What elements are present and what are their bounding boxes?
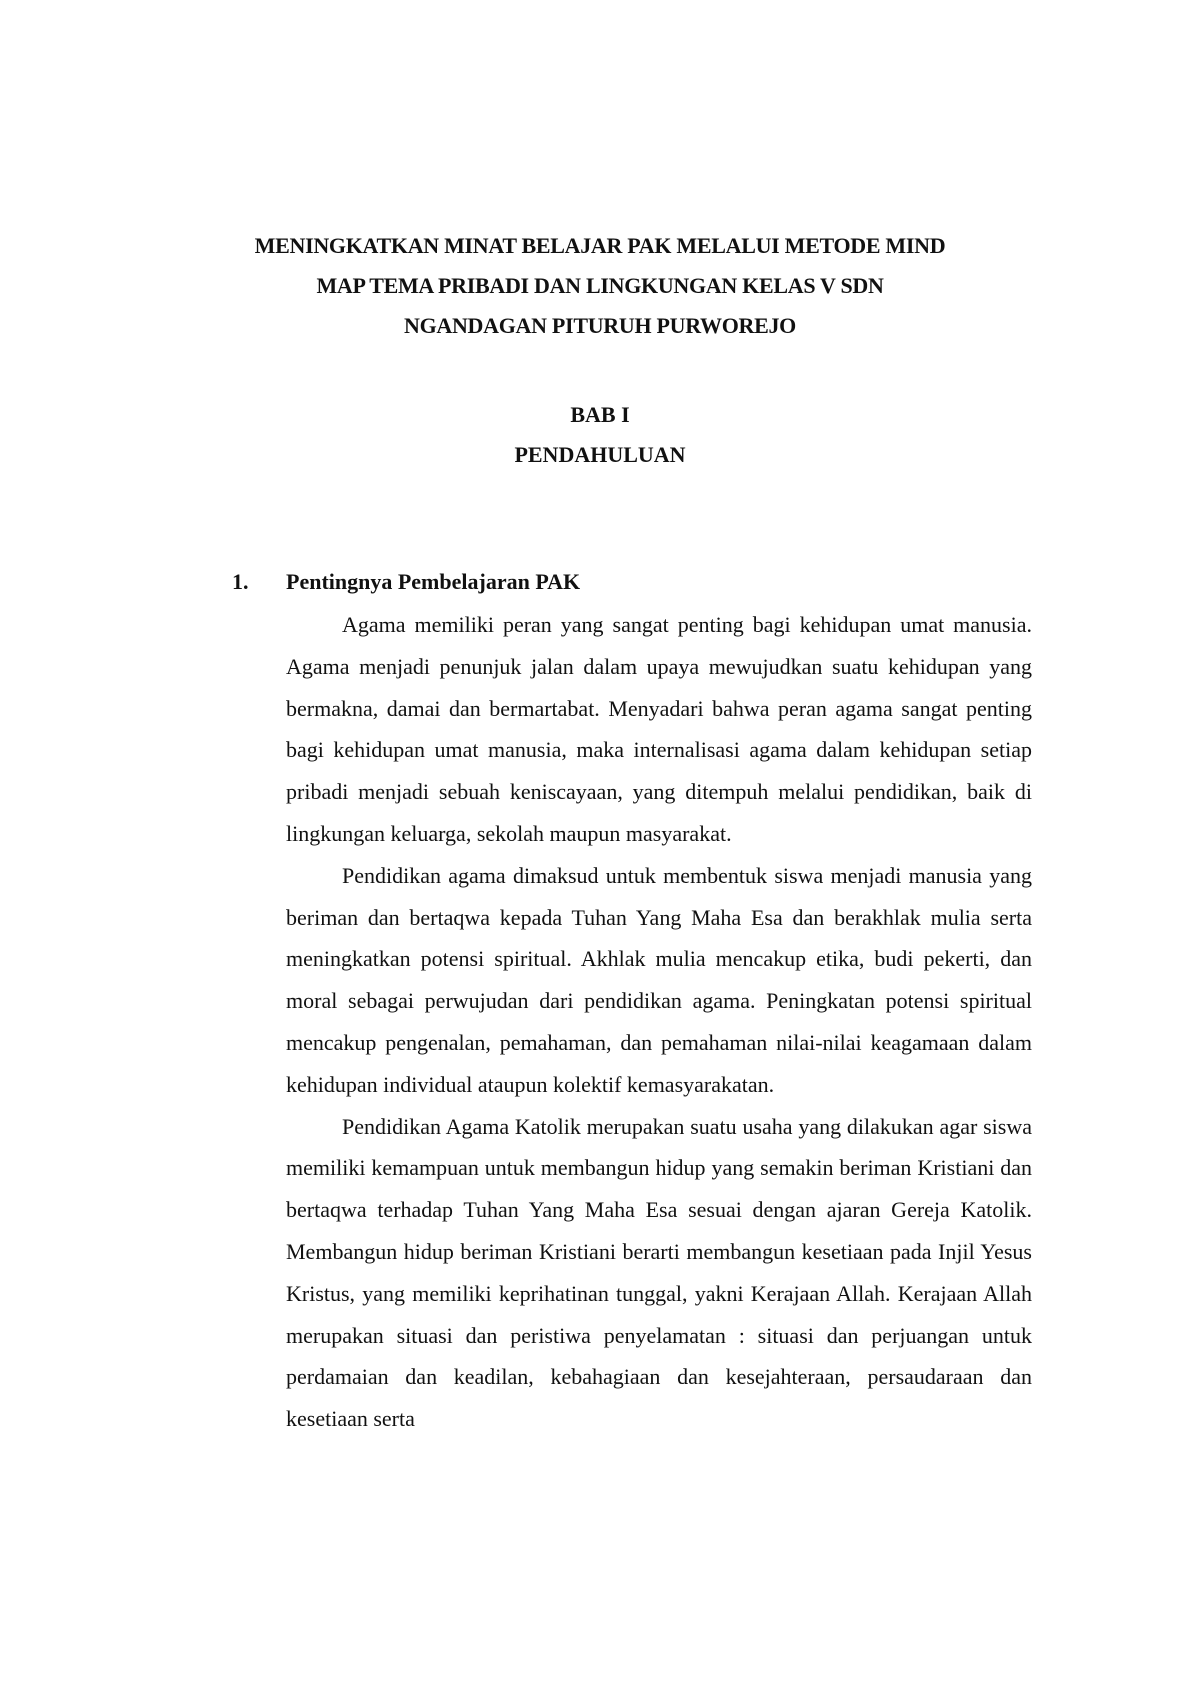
section-title: Pentingnya Pembelajaran PAK: [286, 569, 581, 594]
document-title: [200, 226, 1000, 346]
chapter-heading: [200, 395, 1000, 475]
section-number: 1.: [232, 569, 249, 594]
paragraph: Pendidikan agama dimaksud untuk membentuk siswa menjadi manusia yang beriman dan bertaqwa kepada Tuhan Yang Maha Esa dan berakhlak mulia serta meningkatkan potensi spiritual. Akhlak mulia mencakup etika, budi pekerti, dan moral sebagai perwujudan dari pendidikan agama. Peningkatan potensi spiritual mencakup pengenalan, pemahaman, dan pemahaman nilai-nilai keagamaan dalam kehidupan individual ataupun kolektif kemasyarakatan.: [286, 862, 1032, 1097]
chapter-title: PENDAHULUAN: [514, 442, 686, 467]
section-heading: [232, 562, 580, 602]
title-line-1: MENINGKATKAN MINAT BELAJAR PAK MELALUI METODE MIND: [254, 233, 946, 258]
chapter-number: BAB I: [570, 402, 630, 427]
paragraph: Agama memiliki peran yang sangat penting bagi kehidupan umat manusia. Agama menjadi penunjuk jalan dalam upaya mewujudkan suatu kehidupan yang bermakna, damai dan bermartabat. Menyadari bahwa peran agama sangat penting bagi kehidupan umat manusia, maka internalisasi agama dalam kehidupan setiap pribadi menjadi sebuah keniscayaan, yang ditempuh melalui pendidikan, baik di lingkungan keluarga, sekolah maupun masyarakat.: [286, 612, 1032, 846]
paragraph: Pendidikan Agama Katolik merupakan suatu usaha yang dilakukan agar siswa memiliki kemampuan untuk membangun hidup yang semakin beriman Kristiani dan bertaqwa terhadap Tuhan Yang Maha Esa sesuai dengan ajaran Gereja Katolik. Membangun hidup beriman Kristiani berarti membangun kesetiaan pada Injil Yesus Kristus, yang memiliki keprihatinan tunggal, yakni Kerajaan Allah. Kerajaan Allah merupakan situasi dan peristiwa penyelamatan : situasi dan perjuangan untuk perdamaian dan keadilan, kebahagiaan dan kesejahteraan, persaudaraan dan kesetiaan serta: [286, 1113, 1032, 1432]
title-line-3: NGANDAGAN PITURUH PURWOREJO: [403, 313, 796, 338]
title-line-2: MAP TEMA PRIBADI DAN LINGKUNGAN KELAS V SDN: [316, 273, 884, 298]
body-text: [286, 604, 1032, 1440]
